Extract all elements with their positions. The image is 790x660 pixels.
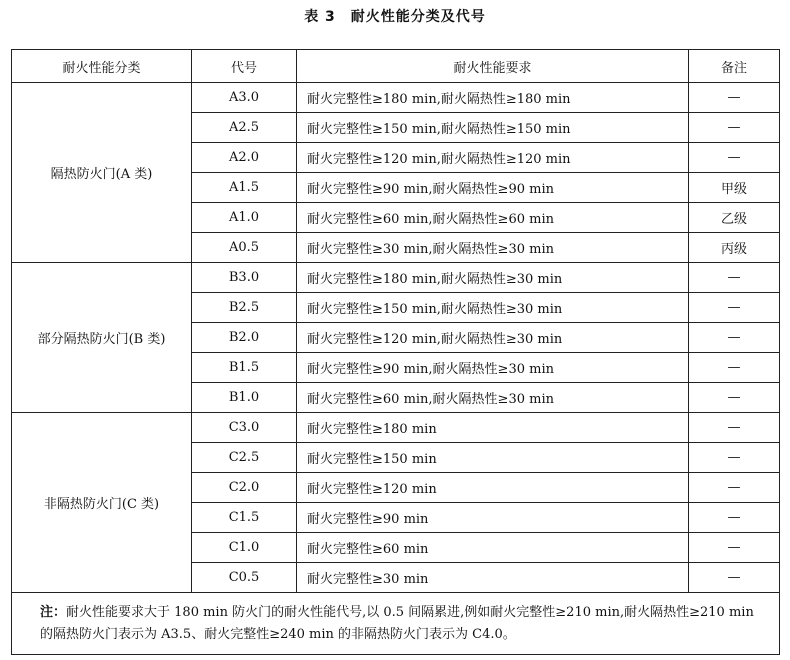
remark-cell: —	[689, 563, 780, 593]
footnote-text: 耐火性能要求大于 180 min 防火门的耐火性能代号,以 0.5 间隔累进,例如耐火完整性≥210 min,耐火隔热性≥210 min 的隔热防火门表示为 A3.5、耐火完整性≥240 min 的非隔热防火门表示为 C4.0。	[40, 604, 754, 642]
code-cell: A2.0	[192, 143, 297, 173]
requirement-cell: 耐火完整性≥120 min	[297, 473, 689, 503]
code-cell: A0.5	[192, 233, 297, 263]
header-row	[12, 50, 780, 83]
remark-cell: —	[689, 383, 780, 413]
code-cell: C0.5	[192, 563, 297, 593]
code-cell: A3.0	[192, 83, 297, 113]
code-cell: A2.5	[192, 113, 297, 143]
requirement-cell: 耐火完整性≥180 min	[297, 413, 689, 443]
table-body	[12, 50, 780, 655]
header-category: 耐火性能分类	[12, 50, 192, 83]
category-cell: 非隔热防火门(C 类)	[12, 413, 192, 593]
footnote-label: 注：	[40, 604, 67, 620]
code-cell: C2.0	[192, 473, 297, 503]
requirement-cell: 耐火完整性≥120 min,耐火隔热性≥120 min	[297, 143, 689, 173]
requirement-cell: 耐火完整性≥60 min	[297, 533, 689, 563]
requirement-cell: 耐火完整性≥60 min,耐火隔热性≥60 min	[297, 203, 689, 233]
header-remark: 备注	[689, 50, 780, 83]
header-code: 代号	[192, 50, 297, 83]
requirement-cell: 耐火完整性≥90 min	[297, 503, 689, 533]
remark-cell: —	[689, 533, 780, 563]
code-cell: C2.5	[192, 443, 297, 473]
remark-cell: —	[689, 443, 780, 473]
code-cell: B1.0	[192, 383, 297, 413]
code-cell: B2.0	[192, 323, 297, 353]
remark-cell: —	[689, 503, 780, 533]
requirement-cell: 耐火完整性≥180 min,耐火隔热性≥180 min	[297, 83, 689, 113]
remark-cell: 乙级	[689, 203, 780, 233]
fire-resistance-table	[11, 49, 780, 655]
requirement-cell: 耐火完整性≥180 min,耐火隔热性≥30 min	[297, 263, 689, 293]
remark-cell: —	[689, 83, 780, 113]
remark-cell: —	[689, 113, 780, 143]
table-row	[12, 83, 780, 113]
code-cell: C3.0	[192, 413, 297, 443]
requirement-cell: 耐火完整性≥30 min	[297, 563, 689, 593]
remark-cell: —	[689, 143, 780, 173]
remark-cell: 甲级	[689, 173, 780, 203]
category-cell: 部分隔热防火门(B 类)	[12, 263, 192, 413]
header-requirement: 耐火性能要求	[297, 50, 689, 83]
table-row	[12, 263, 780, 293]
requirement-cell: 耐火完整性≥150 min,耐火隔热性≥150 min	[297, 113, 689, 143]
table-title: 表 3 耐火性能分类及代号	[304, 9, 486, 25]
remark-cell: —	[689, 263, 780, 293]
footnote	[12, 593, 780, 655]
category-cell: 隔热防火门(A 类)	[12, 83, 192, 263]
requirement-cell: 耐火完整性≥30 min,耐火隔热性≥30 min	[297, 233, 689, 263]
remark-cell: —	[689, 353, 780, 383]
remark-cell: —	[689, 473, 780, 503]
code-cell: B1.5	[192, 353, 297, 383]
remark-cell: —	[689, 293, 780, 323]
table-row	[12, 413, 780, 443]
requirement-cell: 耐火完整性≥90 min,耐火隔热性≥90 min	[297, 173, 689, 203]
code-cell: C1.5	[192, 503, 297, 533]
requirement-cell: 耐火完整性≥150 min	[297, 443, 689, 473]
code-cell: C1.0	[192, 533, 297, 563]
requirement-cell: 耐火完整性≥120 min,耐火隔热性≥30 min	[297, 323, 689, 353]
requirement-cell: 耐火完整性≥60 min,耐火隔热性≥30 min	[297, 383, 689, 413]
requirement-cell: 耐火完整性≥90 min,耐火隔热性≥30 min	[297, 353, 689, 383]
code-cell: B3.0	[192, 263, 297, 293]
code-cell: B2.5	[192, 293, 297, 323]
requirement-cell: 耐火完整性≥150 min,耐火隔热性≥30 min	[297, 293, 689, 323]
footnote-row	[12, 593, 780, 655]
code-cell: A1.0	[192, 203, 297, 233]
remark-cell: 丙级	[689, 233, 780, 263]
remark-cell: —	[689, 323, 780, 353]
code-cell: A1.5	[192, 173, 297, 203]
remark-cell: —	[689, 413, 780, 443]
